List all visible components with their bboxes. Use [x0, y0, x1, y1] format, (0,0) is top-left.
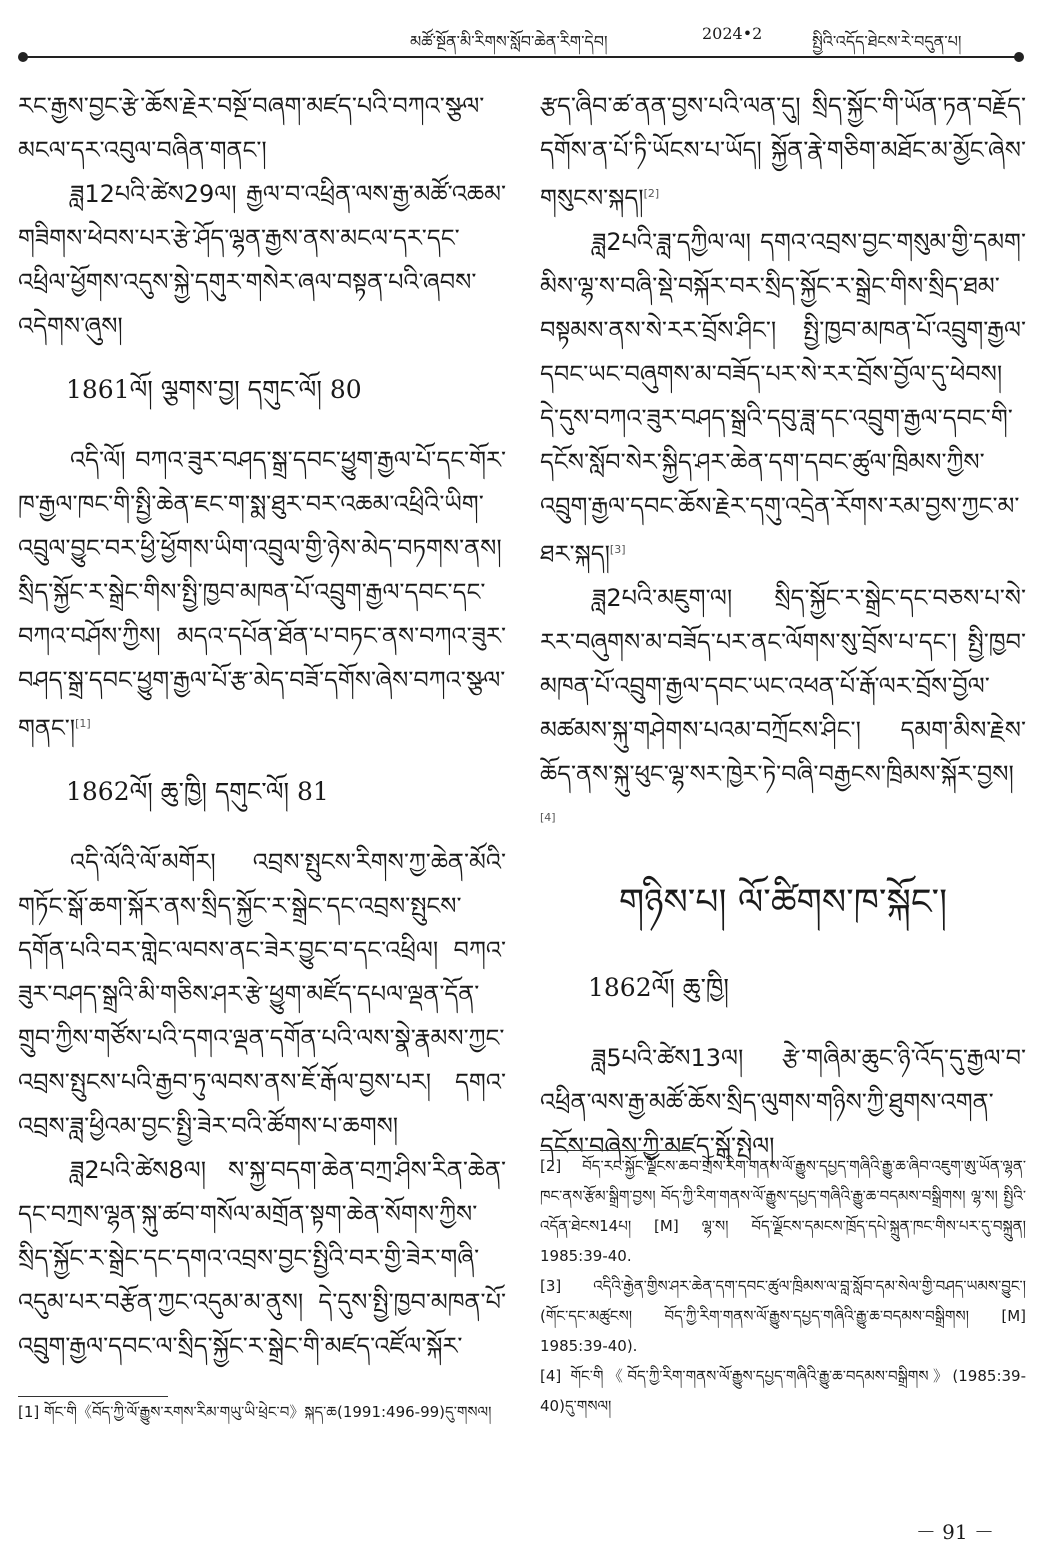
header-issue: 2024•2	[702, 24, 763, 43]
footnote: [2] བོད་རང་སྐྱོང་ལྗོངས་ཆབ་གྲོས་རིག་གནས་ལོ་རྒྱུས་དཔྱད་གཞིའི་རྒྱུ་ཆ་ཞིབ་འཇུག་ཨུ་ཡོན་ལྷན་ཁང་ནས་རྩོམ་སྒྲིག་བྱས། བོད་ཀྱི་རིག་གནས་ལོ་རྒྱུས་དཔྱད་གཞིའི་རྒྱུ་ཆ་བདམས་བསྒྲིགས། ལྷ་ས། སྤྱིའི་འདོན་ཐེངས14པ། [M] ལྷ་ས། བོད་ལྗོངས་དམངས་ཁྲོད་དཔེ་སྐྲུན་ཁང་གིས་པར་དུ་བསྐྲུན། 1985:39-40.	[540, 1157, 1026, 1265]
header-rule-dot-left	[18, 52, 28, 62]
paragraph-text: འདི་ལོ། བཀའ་ཟུར་བཤད་སྒྲ་དབང་ཕྱུག་རྒྱལ་པོ་དང་གོར་ཁ་རྒྱལ་ཁང་གི་སྤྱི་ཆེན་ཇང་ག་སྨ་ཐུར་བར་འཆམ་འཕྲིའི་ཡིག་འབྲུལ་བྱུང་བར་ཕྱི་ཕྱོགས་ཡིག་འབྲུལ་གྱི་ཉེས་མེད་བཏགས་ནས། སྲིད་སྐྱོང་ར་སྒྲེང་གིས་སྤྱི་ཁྱབ་མཁན་པོ་འབྲུག་རྒྱལ་དབང་དང་བཀའ་བཤོས་ཀྱིས། མདའ་དཔོན་ཐོན་པ་བཏང་ནས་བཀའ་ཟུར་བཤད་སྒྲ་དབང་ཕྱུག་རྒྱལ་པོ་རྩ་མེད་བཟོ་དགོས་ཞེས་བཀའ་སྩལ་གནང་།	[18, 446, 506, 742]
header-section-title: སྤྱིའི་འདོད་ཐེངས་རེ་བདུན་པ།	[812, 32, 962, 51]
section-title: གཉིས་པ། ལོ་ཚིགས་ཁ་སྐོང་།	[618, 882, 948, 923]
year-heading: 1862ལོ། ཆུ་ཁྱི། དགུང་ལོ། 81	[66, 777, 329, 806]
paragraph	[18, 438, 506, 750]
paragraph: རང་རྒྱས་བྱང་རྩེ་ཆོས་རྗེར་བསྔོ་བཞག་མཛད་པའི་བཀའ་སྩལ་མངལ་དར་འབུལ་བཞིན་གནང་།	[18, 92, 485, 164]
footnote: [1] གོང་གི《བོད་ཀྱི་ལོ་རྒྱུས་རགས་རིམ་གཡུ་ཡི་ཕྲེང་བ》སྐད་ཆ(1991:496-99)དུ་གསལ།	[18, 1403, 492, 1421]
paragraph	[540, 576, 1026, 844]
paragraph-text: ཟླ2པའི་མཇུག་ལ། སྲིད་སྐྱོང་ར་སྒྲེང་དང་བཅས་པ་སེ་རར་བཞུགས་མ་བཟོད་པར་ནང་ལོགས་སུ་བྲོས་པ་དང་། སྤྱི་ཁྱབ་མཁན་པོ་འབྲུག་རྒྱལ་དབང་ཡང་འཕན་པོ་རྒོ་ལར་བྲོས་བྱོལ་མཚམས་སྐུ་གཤེགས་པའམ་བཀྲོངས་ཤིང་། དམག་མིས་རྗེས་ཆོད་ནས་སྐུ་ཕུང་ལྷ་སར་ཁྱེར་ཏེ་བཞི་བརྒྱངས་ཁྲིམས་སྐོར་བྱས།	[540, 584, 1026, 788]
paragraph-text: རྩད་ཞིབ་ཚ་ནན་བྱས་པའི་ལན་དུ། སྲིད་སྐྱོང་གི་ཡོན་ཏན་བརྗོད་དགོས་ན་པོ་ཏི་ཡོངས་པ་ཡོད། སྐྱོན་རྣེ་གཅིག་མཐོང་མ་མྱོང་ཞེས་གསུངས་སྐད།	[540, 92, 1026, 212]
left-column	[18, 84, 506, 1368]
paragraph: ཟླ2པའི་ཚེས8ལ། ས་སྐྱ་བདག་ཆེན་བཀྲ་ཤིས་རིན་ཆེན་དང་བཀྲས་ལྷན་སྐུ་ཚབ་གསོལ་མགྲོན་སྟག་ཆེན་སོགས་ཀྱིས་སྲིད་སྐྱོང་ར་སྒྲེང་དང་དགའ་འབྲས་བྱང་སྤྱིའི་བར་གྱི་ཟེར་གཞི་འདུམ་པར་བརྩོན་ཀྱང་འདུམ་མ་ནུས། དེ་དུས་སྤྱི་ཁྱབ་མཁན་པོ་འབྲུག་རྒྱལ་དབང་ལ་སྲིད་སྐྱོང་ར་སྒྲེང་གི་མཛད་འཛོལ་སྐོར་	[18, 1156, 506, 1360]
paragraph: ཟླ12པའི་ཚེས29ལ། རྒྱལ་བ་འཕྲིན་ལས་རྒྱ་མཚོ་འཆམ་གཟིགས་ཕེབས་པར་རྩེ་ཤོད་ལྷན་རྒྱས་ནས་མངལ་དར་དང་འཕྲིལ་ཕྱོགས་འདུས་སྐྱེ་དགུར་གསེར་ཞལ་བསྟན་པའི་ཞབས་འདེགས་ཞུས།	[18, 180, 506, 340]
year-heading: 1862ལོ། ཆུ་ཁྱི།	[588, 973, 729, 1002]
year-heading: 1861ལོ། ལྕགས་བྱ། དགུང་ལོ། 80	[66, 375, 362, 404]
page-number: － 91 －	[915, 1520, 994, 1544]
footnote: [3] འདིའི་རྒྱེན་གྱིས་ཤར་ཆེན་དག་དབང་ཚུལ་ཁྲིམས་ལ་བླ་སློབ་དམ་སེལ་གྱི་བཤད་ཡམས་བྱུང་། (གོང་དང་མཚུངས། བོད་ཀྱི་རིག་གནས་ལོ་རྒྱུས་དཔྱད་གཞིའི་རྒྱུ་ཆ་བདམས་བསྒྲིགས། [M] 1985:39-40).	[540, 1277, 1026, 1355]
footnote-ref[interactable]: [3]	[609, 543, 626, 556]
header-rule-dot-right	[1014, 52, 1024, 62]
right-column	[540, 84, 1026, 1168]
paragraph	[540, 220, 1026, 576]
footnote-ref[interactable]: [1]	[75, 717, 91, 730]
header-rule	[22, 56, 1020, 58]
footnotes-left	[18, 1396, 506, 1427]
footnotes-right	[540, 1150, 1026, 1421]
footnote-ref[interactable]: [2]	[643, 187, 660, 200]
page-header	[0, 0, 1042, 60]
footnote: [4] གོང་གི《བོད་ཀྱི་རིག་གནས་ལོ་རྒྱུས་དཔྱད་གཞིའི་རྒྱུ་ཆ་བདམས་བསྒྲིགས》(1985:39-40)དུ་གསལ།	[540, 1367, 1026, 1415]
footnote-ref[interactable]: [4]	[540, 811, 556, 824]
header-journal-title: མཚོ་སྔོན་མི་རིགས་སློབ་ཆེན་རིག་དེབ།	[410, 32, 608, 51]
paragraph: འདི་ལོའི་ལོ་མགོར། འབྲས་སྤུངས་རིགས་ཀྱ་ཆེན་མོའི་གཏོང་སྒོ་ཆག་སྐོར་ནས་སྲིད་སྐྱོང་ར་སྒྲེང་དང་འབྲས་སྤུངས་དགོན་པའི་བར་གླེང་ལབས་ནང་ཟེར་བྱུང་བ་དང་འཕྲིལ། བཀའ་ཟུར་བཤད་སྒྲའི་མི་གཅིས་ཤར་རྩེ་ཕྱུག་མཛོད་དཔལ་ལྡན་དོན་གྲུབ་ཀྱིས་གཙོས་པའི་དགའ་ལྡན་དགོན་པའི་ལས་སྣེ་རྣམས་ཀྱང་འབྲས་སྤུངས་པའི་རྒྱབ་ཏུ་ལབས་ནས་ཇོ་རྒོལ་བྱས་པར། དགའ་འབྲས་ཟླ་ཕྱིའམ་བྱང་སྤྱི་ཟེར་བའི་ཚོགས་པ་ཆགས།	[18, 848, 506, 1140]
paragraph-text: ཟླ2པའི་ཟླ་དཀྱིལ་ལ། དགའ་འབྲས་བྱང་གསུམ་གྱི་དམག་མིས་ལྷ་ས་བཞི་སྡེ་བསྐོར་བར་སྲིད་སྐྱོང་ར་སྒྲེང་གིས་སྲིད་ཐམ་བསྟམས་ནས་སེ་རར་བྲོས་ཤིང་། སྤྱི་ཁྱབ་མཁན་པོ་འབྲུག་རྒྱལ་དབང་ཡང་བཞུགས་མ་བཟོད་པར་སེ་རར་བྲོས་བྱོལ་དུ་ཕེབས། དེ་དུས་བཀའ་ཟུར་བཤད་སྒྲའི་དབུ་ཟླ་དང་འབྲུག་རྒྱལ་དབང་གི་དངོས་སློབ་སེར་སྐྱིད་ཤར་ཆེན་དག་དབང་ཚུལ་ཁྲིམས་ཀྱིས་འབྲུག་རྒྱལ་དབང་ཆོས་རྗེར་དགུ་འདྲེན་རོགས་རམ་བྱས་ཀྱང་མ་ཐར་སྐད།	[540, 228, 1026, 568]
paragraph	[540, 84, 1026, 220]
paragraph: ཟླ5པའི་ཚེས13ལ། རྩེ་གཞིམ་ཆུང་ཉི་འོད་དུ་རྒྱལ་བ་འཕྲིན་ལས་རྒྱ་མཚོ་ཆོས་སྲིད་ལུགས་གཉིས་ཀྱི་ཐུགས་འགན་དངོས་བཞེས་ཀྱི་མཛད་སྒོ་སྤེལ།	[540, 1044, 1026, 1160]
